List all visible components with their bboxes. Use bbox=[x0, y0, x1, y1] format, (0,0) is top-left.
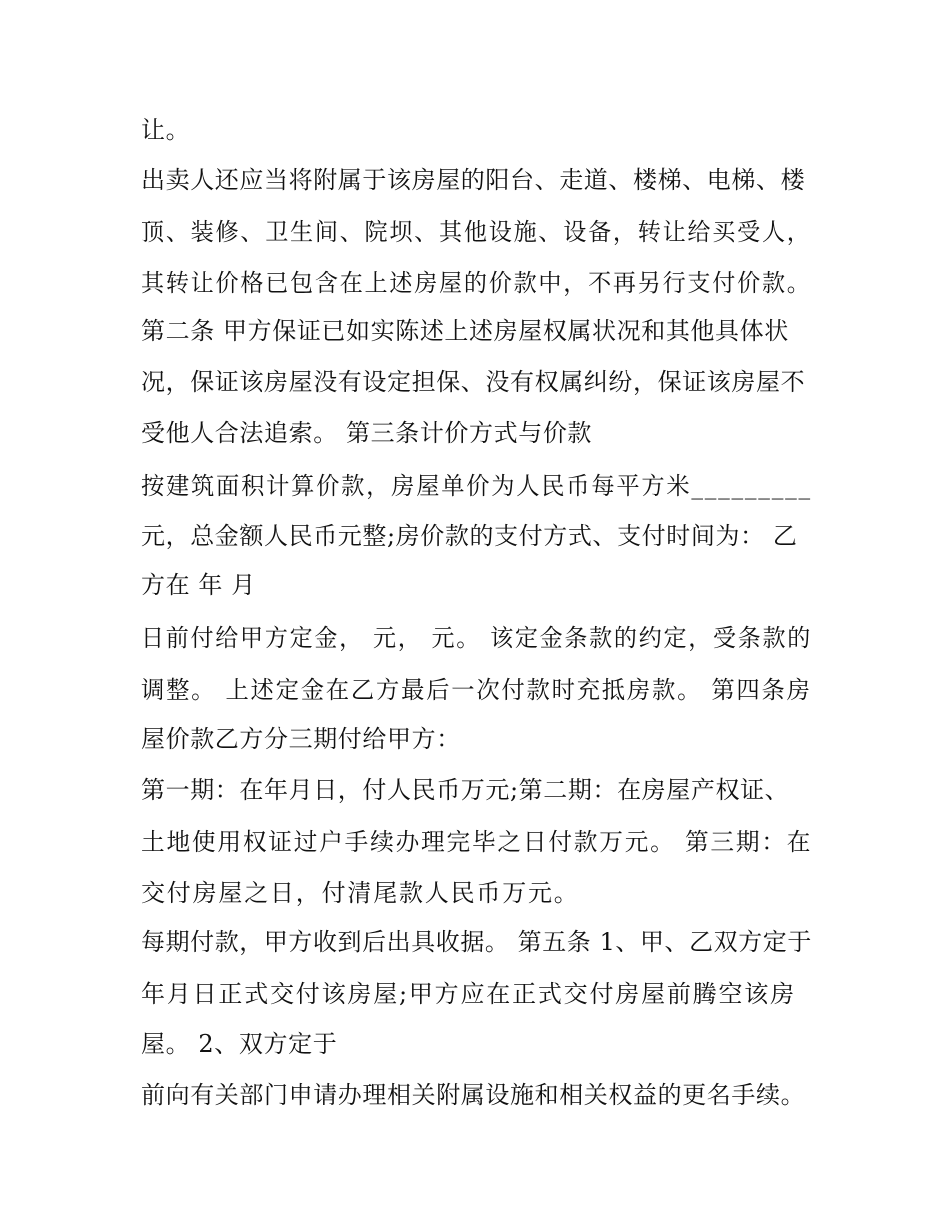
text-line: 调整。 上述定金在乙方最后一次付款时充抵房款。 第四条房 bbox=[141, 676, 812, 704]
text-line: 第一期：在年月日，付人民币万元;第二期：在房屋产权证、 bbox=[141, 776, 790, 804]
text-line: 日前付给甲方定金， 元， 元。 该定金条款的约定，受条款的 bbox=[141, 624, 813, 652]
text-line: 屋价款乙方分三期付给甲方： bbox=[141, 725, 461, 753]
text-line: 按建筑面积计算价款，房屋单价为人民币每平方米_________ bbox=[141, 472, 812, 500]
text-line: 顶、装修、卫生间、院坝、其他设施、设备，转让给买受人， bbox=[141, 218, 812, 246]
text-line: 第二条 甲方保证已如实陈述上述房屋权属状况和其他具体状 bbox=[141, 317, 789, 345]
text-line: 屋。 2、双方定于 bbox=[141, 1030, 338, 1058]
text-line: 元，总金额人民币元整;房价款的支付方式、支付时间为： 乙 bbox=[141, 522, 798, 550]
text-line: 土地使用权证过户手续办理完毕之日付款万元。 第三期：在 bbox=[141, 828, 813, 856]
text-line: 交付房屋之日，付清尾款人民币万元。 bbox=[141, 879, 580, 907]
text-line: 其转让价格已包含在上述房屋的价款中，不再另行支付价款。 bbox=[141, 269, 812, 297]
text-line: 让。 bbox=[141, 116, 191, 144]
text-line: 方在 年 月 bbox=[141, 571, 256, 599]
text-line: 每期付款，甲方收到后出具收据。 第五条 1、甲、乙双方定于 bbox=[141, 928, 812, 956]
text-line: 受他人合法追索。 第三条计价方式与价款 bbox=[141, 419, 593, 447]
text-line: 年月日正式交付该房屋;甲方应在正式交付房屋前腾空该房 bbox=[141, 980, 796, 1008]
text-line: 前向有关部门申请办理相关附属设施和相关权益的更名手续。 bbox=[141, 1081, 806, 1109]
text-line: 况，保证该房屋没有设定担保、没有权属纠纷，保证该房屋不 bbox=[141, 368, 806, 396]
text-line: 出卖人还应当将附属于该房屋的阳台、走道、楼梯、电梯、楼 bbox=[141, 166, 806, 194]
